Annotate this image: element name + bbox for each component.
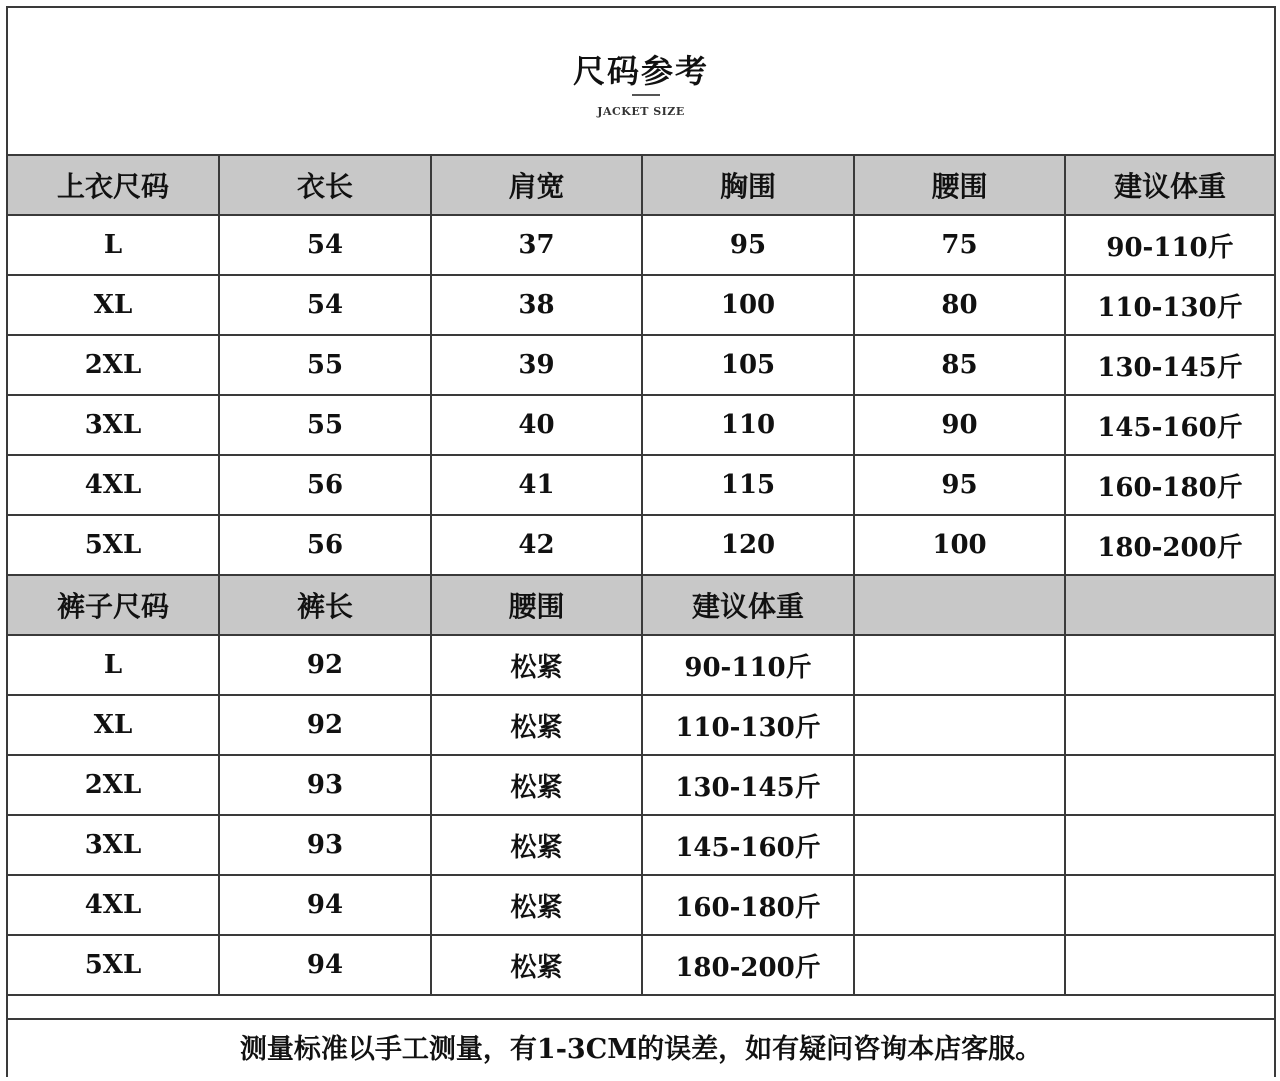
table-cell: 92 [219, 635, 431, 695]
jacket-header-cell: 肩宽 [431, 155, 642, 215]
table-cell: 松紧 [431, 755, 642, 815]
table-cell: 160-180斤 [1065, 455, 1274, 515]
jacket-header-cell: 建议体重 [1065, 155, 1274, 215]
table-cell: 130-145斤 [1065, 335, 1274, 395]
table-cell [854, 815, 1065, 875]
table-cell: 180-200斤 [1065, 515, 1274, 575]
jacket-header-cell: 上衣尺码 [8, 155, 219, 215]
jacket-header-cell: 腰围 [854, 155, 1065, 215]
table-row [8, 335, 1274, 395]
table-cell: 93 [219, 755, 431, 815]
pants-header-cell: 腰围 [431, 575, 642, 635]
table-cell: 41 [431, 455, 642, 515]
size-chart [6, 6, 1276, 1077]
table-cell: L [8, 635, 219, 695]
table-cell: 90 [854, 395, 1065, 455]
pants-header-cell [854, 575, 1065, 635]
table-cell: 松紧 [431, 935, 642, 995]
table-row [8, 935, 1274, 995]
table-cell [1065, 635, 1274, 695]
table-cell [1065, 755, 1274, 815]
table-cell: 115 [642, 455, 854, 515]
table-cell: 130-145斤 [642, 755, 854, 815]
table-cell: 180-200斤 [642, 935, 854, 995]
table-row [8, 395, 1274, 455]
table-cell: 松紧 [431, 815, 642, 875]
table-row [8, 695, 1274, 755]
table-cell: 94 [219, 935, 431, 995]
table-cell: 2XL [8, 335, 219, 395]
jacket-header-cell: 衣长 [219, 155, 431, 215]
jacket-header-cell: 胸围 [642, 155, 854, 215]
table-cell: 92 [219, 695, 431, 755]
table-cell: XL [8, 695, 219, 755]
page-title: 尺码参考 [572, 52, 709, 90]
table-cell: L [8, 215, 219, 275]
table-cell: 105 [642, 335, 854, 395]
table-cell: 90-110斤 [1065, 215, 1274, 275]
table-cell: 56 [219, 515, 431, 575]
table-cell: 120 [642, 515, 854, 575]
table-cell: 4XL [8, 875, 219, 935]
table-cell [1065, 695, 1274, 755]
table-cell: XL [8, 275, 219, 335]
table-cell: 75 [854, 215, 1065, 275]
table-cell: 39 [431, 335, 642, 395]
table-cell [854, 695, 1065, 755]
table-cell: 55 [219, 335, 431, 395]
title-divider [632, 94, 660, 96]
table-cell [854, 755, 1065, 815]
table-cell: 145-160斤 [642, 815, 854, 875]
table-cell: 3XL [8, 395, 219, 455]
table-cell [1065, 935, 1274, 995]
table-cell: 5XL [8, 515, 219, 575]
jacket-header-row [8, 155, 1274, 215]
table-cell: 4XL [8, 455, 219, 515]
pants-header-cell: 裤长 [219, 575, 431, 635]
table-cell: 90-110斤 [642, 635, 854, 695]
table-cell: 100 [642, 275, 854, 335]
table-cell: 110-130斤 [642, 695, 854, 755]
size-table-body [8, 155, 1274, 995]
table-cell: 94 [219, 875, 431, 935]
table-cell: 110 [642, 395, 854, 455]
table-cell: 42 [431, 515, 642, 575]
table-row [8, 455, 1274, 515]
page-subtitle: JACKET SIZE [597, 105, 685, 118]
pants-header-cell: 建议体重 [642, 575, 854, 635]
table-cell [854, 635, 1065, 695]
pants-header-row [8, 575, 1274, 635]
table-cell: 93 [219, 815, 431, 875]
table-cell: 松紧 [431, 695, 642, 755]
table-cell: 37 [431, 215, 642, 275]
pants-header-cell [1065, 575, 1274, 635]
table-cell: 55 [219, 395, 431, 455]
table-cell: 40 [431, 395, 642, 455]
table-row [8, 275, 1274, 335]
table-cell: 145-160斤 [1065, 395, 1274, 455]
table-cell: 2XL [8, 755, 219, 815]
table-cell: 松紧 [431, 635, 642, 695]
measurement-note: 测量标准以手工测量，有1-3CM的误差，如有疑问咨询本店客服。 [8, 1018, 1274, 1081]
table-row [8, 875, 1274, 935]
table-cell: 38 [431, 275, 642, 335]
pants-header-cell: 裤子尺码 [8, 575, 219, 635]
table-row [8, 635, 1274, 695]
table-cell [854, 935, 1065, 995]
size-table [8, 154, 1274, 996]
table-cell: 85 [854, 335, 1065, 395]
table-cell: 110-130斤 [1065, 275, 1274, 335]
table-cell: 松紧 [431, 875, 642, 935]
table-row [8, 515, 1274, 575]
table-row [8, 755, 1274, 815]
table-cell: 3XL [8, 815, 219, 875]
table-cell: 54 [219, 215, 431, 275]
table-cell [854, 875, 1065, 935]
table-cell: 100 [854, 515, 1065, 575]
table-row [8, 815, 1274, 875]
table-cell: 95 [854, 455, 1065, 515]
table-cell: 80 [854, 275, 1065, 335]
table-cell: 95 [642, 215, 854, 275]
table-cell: 5XL [8, 935, 219, 995]
table-cell: 56 [219, 455, 431, 515]
title-block [8, 8, 1274, 154]
table-cell [1065, 815, 1274, 875]
table-row [8, 215, 1274, 275]
table-cell: 54 [219, 275, 431, 335]
table-cell [1065, 875, 1274, 935]
table-cell: 160-180斤 [642, 875, 854, 935]
